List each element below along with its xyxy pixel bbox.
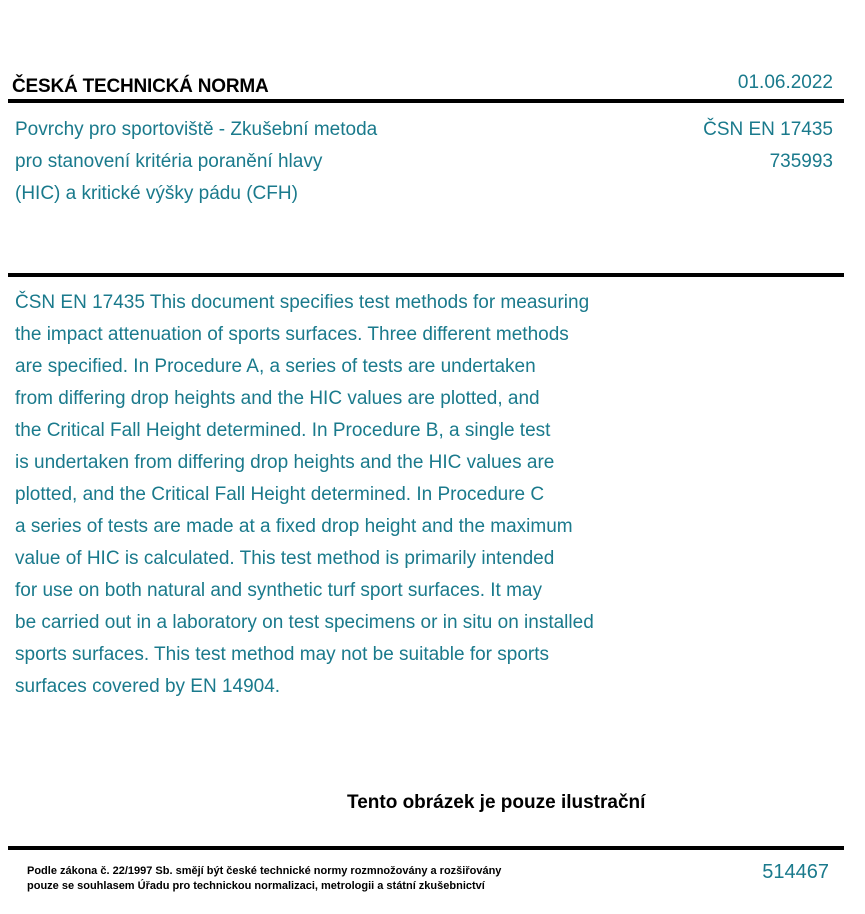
abstract-line: surfaces covered by EN 14904. xyxy=(15,676,281,697)
standard-code: ČSN EN 17435 xyxy=(703,119,833,140)
legal-notice xyxy=(27,864,501,894)
standard-title-line: (HIC) a kritické výšky pádu (CFH) xyxy=(15,183,298,204)
publication-date: 01.06.2022 xyxy=(737,72,833,93)
abstract-line: sports surfaces. This test method may not be suitable for sports xyxy=(15,644,550,665)
abstract-line: the Critical Fall Height determined. In Procedure B, a single test xyxy=(15,420,551,441)
footer-divider xyxy=(8,846,844,850)
classification-number: 735993 xyxy=(769,151,833,172)
document-type-title: ČESKÁ TECHNICKÁ NORMA xyxy=(12,76,269,97)
abstract-line: are specified. In Procedure A, a series of tests are undertaken xyxy=(15,356,536,377)
abstract-line: value of HIC is calculated. This test method is primarily intended xyxy=(15,548,555,569)
title-divider xyxy=(8,273,844,277)
abstract-line: ČSN EN 17435 This document specifies test methods for measuring xyxy=(15,292,590,313)
standard-title xyxy=(15,114,377,210)
document-number: 514467 xyxy=(762,861,829,883)
abstract-line: is undertaken from differing drop heights and the HIC values are xyxy=(15,452,555,473)
abstract-line: for use on both natural and synthetic turf sport surfaces. It may xyxy=(15,580,542,601)
legal-notice-line: pouze se souhlasem Úřadu pro technickou normalizaci, metrologii a státní zkušebnictví xyxy=(27,880,485,892)
standard-identifiers xyxy=(703,114,833,178)
standard-title-line: Povrchy pro sportoviště - Zkušební metoda xyxy=(15,119,378,140)
illustrative-note: Tento obrázek je pouze ilustrační xyxy=(347,792,646,813)
abstract-line: the impact attenuation of sports surfaces. Three different methods xyxy=(15,324,569,345)
header-divider xyxy=(8,99,844,103)
abstract-line: from differing drop heights and the HIC values are plotted, and xyxy=(15,388,540,409)
abstract-line: a series of tests are made at a fixed drop height and the maximum xyxy=(15,516,573,537)
standard-title-line: pro stanovení kritéria poranění hlavy xyxy=(15,151,323,172)
abstract-line: plotted, and the Critical Fall Height determined. In Procedure C xyxy=(15,484,545,505)
abstract-text xyxy=(15,287,695,703)
abstract-line: be carried out in a laboratory on test specimens or in situ on installed xyxy=(15,612,594,633)
legal-notice-line: Podle zákona č. 22/1997 Sb. smějí být české technické normy rozmnožovány a rozšiřovány xyxy=(27,865,502,877)
